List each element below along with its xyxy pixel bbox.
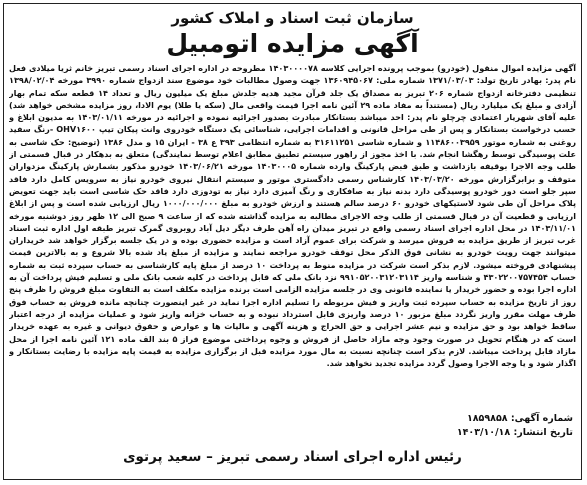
ad-number: ۱۸۵۹۸۵۸ <box>466 413 508 424</box>
ad-number-label: شماره آگهی: <box>510 413 573 424</box>
signature: رئیس اداره اجرای اسناد رسمی تبریز – سعید پرتوی <box>123 449 462 465</box>
publish-date: ۱۴۰۳/۱۰/۱۸ <box>456 427 511 438</box>
ad-number-line <box>457 412 573 426</box>
organization-name: سازمان ثبت اسناد و املاک کشور <box>171 9 414 27</box>
notice-body: آگهی مزایده اموال منقول (خودرو) بموجب پرونده اجرایی کلاسه ۱۴۰۳۰۰۰۰۷۸ مطروحه در اداره اجرای اسناد رسمی تبریز خانم ثریا میلادی فعل نام پدر: بهادر تاریخ تولد: ۱۳۷۱/۰۳/۰۳ شماره ملی: ۱۳۶۰۹۴۵۰۶۷ جهت وصول مطالبات خود موضوع سند ازدواج شماره ۳۹۹۰ مورخه ۱۳۹۸/۰۲/۰۴ تنظیمی دفترخانه ازدواج شماره ۲۰۶ تبریز به مصداق یک جلد قرآن مجید هدیه جلدش مبلغ یک میلیون ریال و تعداد ۱۴ قطعه سکه تمام بهار آزادی و مبلغ یک میلیارد ریال (مستنداً به مفاد ماده ۲۹ آئین نامه اجرا قیمت واقعی مال (سکه یا طلا) یوم الادا، روز مزایده مشخص خواهد شد) علیه آقای شهریار اعتمادی چرچلو نام پدر: احد میباشد بستانکار مبادرت بصدور اجرائیه نموده و اجرائیه در مورخه ۱۴۰۳/۰۱/۱۱ به مدیون ابلاغ و حسب درخواست بستانکار و پس از طی مراحل قانونی و اقدامات اجرایی، شناسائی یک دستگاه خودروی وانت پیکان تیپ OHV۱۶۰۰ -رنگ سفید روغنی به شماره موتور ۱۱۴۸۶۰۰۳۹۵۹ و شماره شاسی ۳۱۶۱۱۲۵۱ به شماره انتظامی ۳۹۳ ع ۳۸ - ایران ۱۵ و مدل ۱۳۸۶ (توضیح: حک شاسی به علت پوسیدگی توسط رهگشا انجام شد. با اخذ مجوز از راهور سیستم تطبیق مطابق اعلام توسط نمایندگی) متعلق به بدهکار در قبال قسمتی از طلب وجه الاجرا بوقیفه بازداشت و طبق قبض پارکینگ وارده شماره ۱۴۰۳۰۰۰۵ مورخه ۱۴۰۳/۰۶/۲۱ خودرو مذکور بشمارش پارکینگ مزدواران متوقف و برابرگزارش مورخه ۱۴۰۳/۰۳/۲۰ کارشناس رسمی دادگستری موتور و سیستم انتقال نیروی خودرو نیاز به سرویس کامل دارد فاقد سپر جلو است دور خودرو پوسیدگی دارد بدنه نیاز به صافکاری و رنگ آمیزی دارد نیاز به تودوزی دارد فاقد حک شاسی است باید جهت تعویض پلاک مراحل آن طی شود لاستیکهای خودرو ۶۰ درصد سالم هستند و ارزش خودرو به مبلغ ۱۰۰۰/۰۰۰/۰۰۰ ریال ارزیابی شده است و پس از ابلاغ ارزیابی و قطعیت آن در قبال قسمتی از طلب وجه الاجرای مطالبه به مزایده گذاشته شده که از ساعت ۹ صبح الی ۱۲ ظهر روز دوشنبه مورخه ۱۴۰۳/۱۱/۰۱ در محل اداره اجرای اسناد رسمی واقع در تبریز میدان راه آهن طرف دیگر دیل آباد روبروی گمرک تبریز طبقه اول اداره ثبت اسناد غرب تبریز از طریق مزایده به فروش میرسد و شرکت برای عموم آزاد است و مزایده حضوری بوده و در یک جلسه برگزار خواهد شد خریداران میتوانند جهت رویت خودرو به نشانی فوق الذکر محل توقف خودرو مراجعه نمایند و مزایده از مبلغ یاد شده بالا شروع و به بالاترین قیمت پیشنهادی فروخته میشود. لازم بذکر است شرکت در مزایده منوط به پرداخت ۱۰ درصد از مبلغ پایه کارشناسی به حساب سپرده ثبت به شماره حساب ۴۳۰۲۲۰۰۷۵۷۴۵۴ و شناسه واریز ۹۹۱۰۵۲۰۰۳۱۲۰۳۱۱۴ نزد بانک ملی که قابل پرداخت در کلیه شعب بانک ملی و تسلیم فیش پرداخت آن به اداره اجرا بوده و حضور خریدار یا نماینده قانونی وی در جلسه مزایده الزامی است برنده مزایده مکلف است به التفاوت مبلغ فروش را ظرف پنج روز از تاریخ مزایده به حساب سپرده ثبت واریز و فیش مربوطه را تسلیم اداره اجرا نماید در غیر اینصورت چنانچه مانده فروش به حساب فوق ظرف مهلت مقرر واریز نگردد مبلغ مزبور ۱۰ درصد واریزی قابل استرداد نبوده و به حساب خزانه واریز شود و عملیات مزایده از درجه اعتبار ساقط خواهد بود و حق مزایده و نیم عشر اجرایی و حق الحراج و هزینه آگهی و مالیات ها و عوارض و حقوق دیوانی و غیره به عهده خریدار است که در هنگام تحویل در صورت وجود وجه مازاد حاصل از فروش و وجوه پرداختی موضوع فراز ۵ بند الف ماده ۱۲۱ آئین نامه اجرا از محل مازاد قابل پرداخت میباشد. لازم بذکر است چنانچه نسبت به مال مورد مزایده قبل از برگزاری مزایده به قیمت پایه مزایده با رضایت بستانکار و اگذار شود و یا وجه الاجرا وصول گردد مزایده تجدید نخواهد شد. <box>9 63 576 369</box>
notice-title: آگهی مزایده اتومبیل <box>166 29 419 58</box>
notice-meta <box>457 412 573 440</box>
publish-date-line <box>457 426 573 440</box>
notice-frame <box>3 3 582 480</box>
publish-date-label: تاریخ انتشار: <box>513 427 573 438</box>
